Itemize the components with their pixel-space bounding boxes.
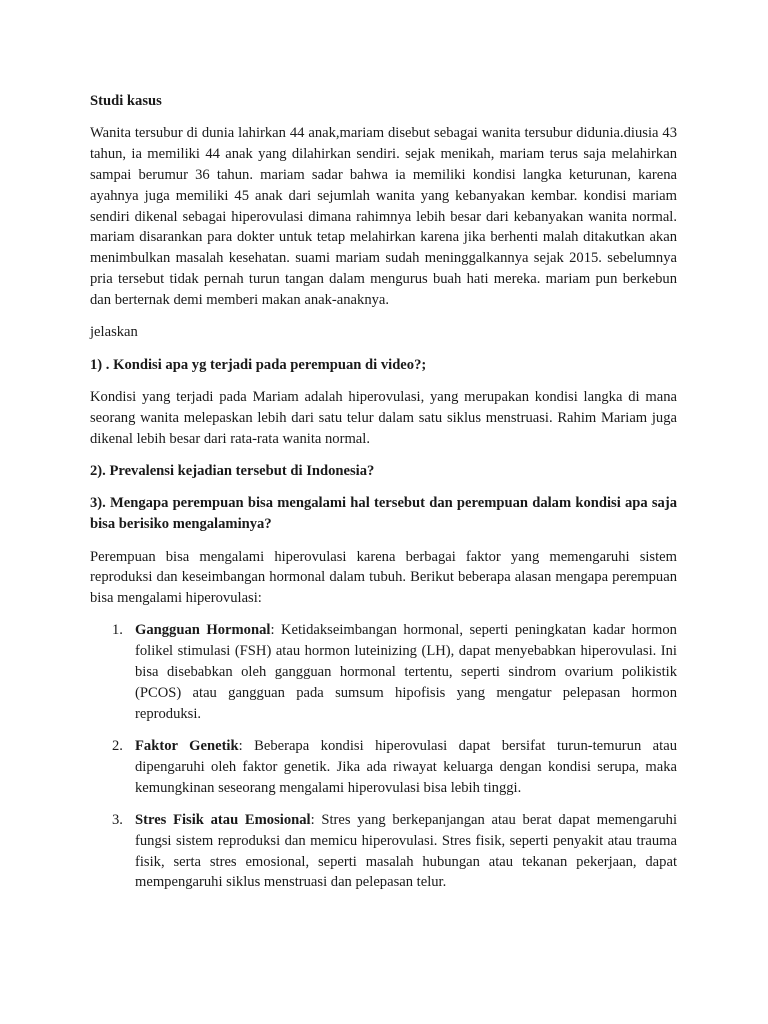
list-item (90, 736, 677, 798)
list-item-number: 3. (112, 812, 123, 829)
document-title: Studi kasus (90, 93, 162, 109)
list-item-text: : Ketidakseimbangan hormonal, seperti peningkatan kadar hormon folikel stimulasi (FSH) atau hormon luteinizing (LH), dapat menyebabkan hiperovulasi. Ini bisa disebabkan oleh gangguan hormonal tertentu, seperti sindrom ovarium polikistik (PCOS) atau gangguan pada sumsum hipofisis yang mengatur pelepasan hormon reproduksi. (135, 622, 677, 722)
list-item-number: 1. (112, 622, 123, 639)
instruction-text: jelaskan (90, 324, 138, 341)
list-item-text: : Stres yang berkepanjangan atau berat dapat memengaruhi fungsi sistem reproduksi dan memicu hiperovulasi. Stres fisik, seperti penyakit atau trauma fisik, serta stres emosional, seperti masalah hubungan atau tekanan pekerjaan, dapat mempengaruhi siklus menstruasi dan pelepasan telur. (135, 812, 677, 891)
list-item-term: Faktor Genetik (135, 738, 239, 755)
list-item (90, 620, 677, 724)
question-2: 2). Prevalensi kejadian tersebut di Indonesia? (90, 462, 375, 479)
question-3: 3). Mengapa perempuan bisa mengalami hal tersebut dan perempuan dalam kondisi apa saja bisa berisiko mengalaminya? (90, 495, 677, 533)
reasons-list (90, 620, 677, 893)
list-item-term: Stres Fisik atau Emosional (135, 812, 311, 829)
question-1: 1) . Kondisi apa yg terjadi pada perempuan di video?; (90, 356, 427, 373)
answer-3-intro: Perempuan bisa mengalami hiperovulasi karena berbagai faktor yang memengaruhi sistem reproduksi dan keseimbangan hormonal dalam tubuh. Berikut beberapa alasan mengapa perempuan bisa mengalami hiperovulasi: (90, 548, 677, 607)
list-item-text: : Beberapa kondisi hiperovulasi dapat bersifat turun-temurun atau dipengaruhi oleh faktor genetik. Jika ada riwayat keluarga dengan kondisi serupa, maka kemungkinan seseorang mengalami hiperovulasi bisa lebih tinggi. (135, 738, 677, 796)
list-item-term: Gangguan Hormonal (135, 622, 271, 639)
answer-1: Kondisi yang terjadi pada Mariam adalah hiperovulasi, yang merupakan kondisi langka di mana seorang wanita melepaskan lebih dari satu telur dalam satu siklus menstruasi. Rahim Mariam juga dikenal lebih besar dari rata-rata wanita normal. (90, 388, 677, 447)
list-item (90, 810, 677, 893)
list-item-number: 2. (112, 738, 123, 755)
intro-paragraph: Wanita tersubur di dunia lahirkan 44 anak,mariam disebut sebagai wanita tersubur didunia.diusia 43 tahun, ia memiliki 44 anak yang dilahirkan sendiri. sejak menikah, mariam terus saja melahirkan sampai berumur 36 tahun. mariam sadar bahwa ia memiliki kondisi langka keturunan, karena ayahnya juga memiliki 45 anak dari sejumlah wanita yang kebanyakan kembar. kondisi mariam sendiri dikenal sebagai hiperovulasi dimana rahimnya lebih besar dari kebanyakan wanita normal. mariam disarankan para dokter untuk tetap melahirkan karena jika berhenti malah ditakutkan akan menimbulkan masalah kesehatan. suami mariam sudah meninggalkannya sejak 2015. sebelumnya pria tersebut tidak pernah turun tangan dalam mengurus buah hati mereka. mariam pun berkebun dan berternak demi memberi makan anak-anaknya. (90, 125, 677, 308)
document-page (90, 91, 677, 905)
